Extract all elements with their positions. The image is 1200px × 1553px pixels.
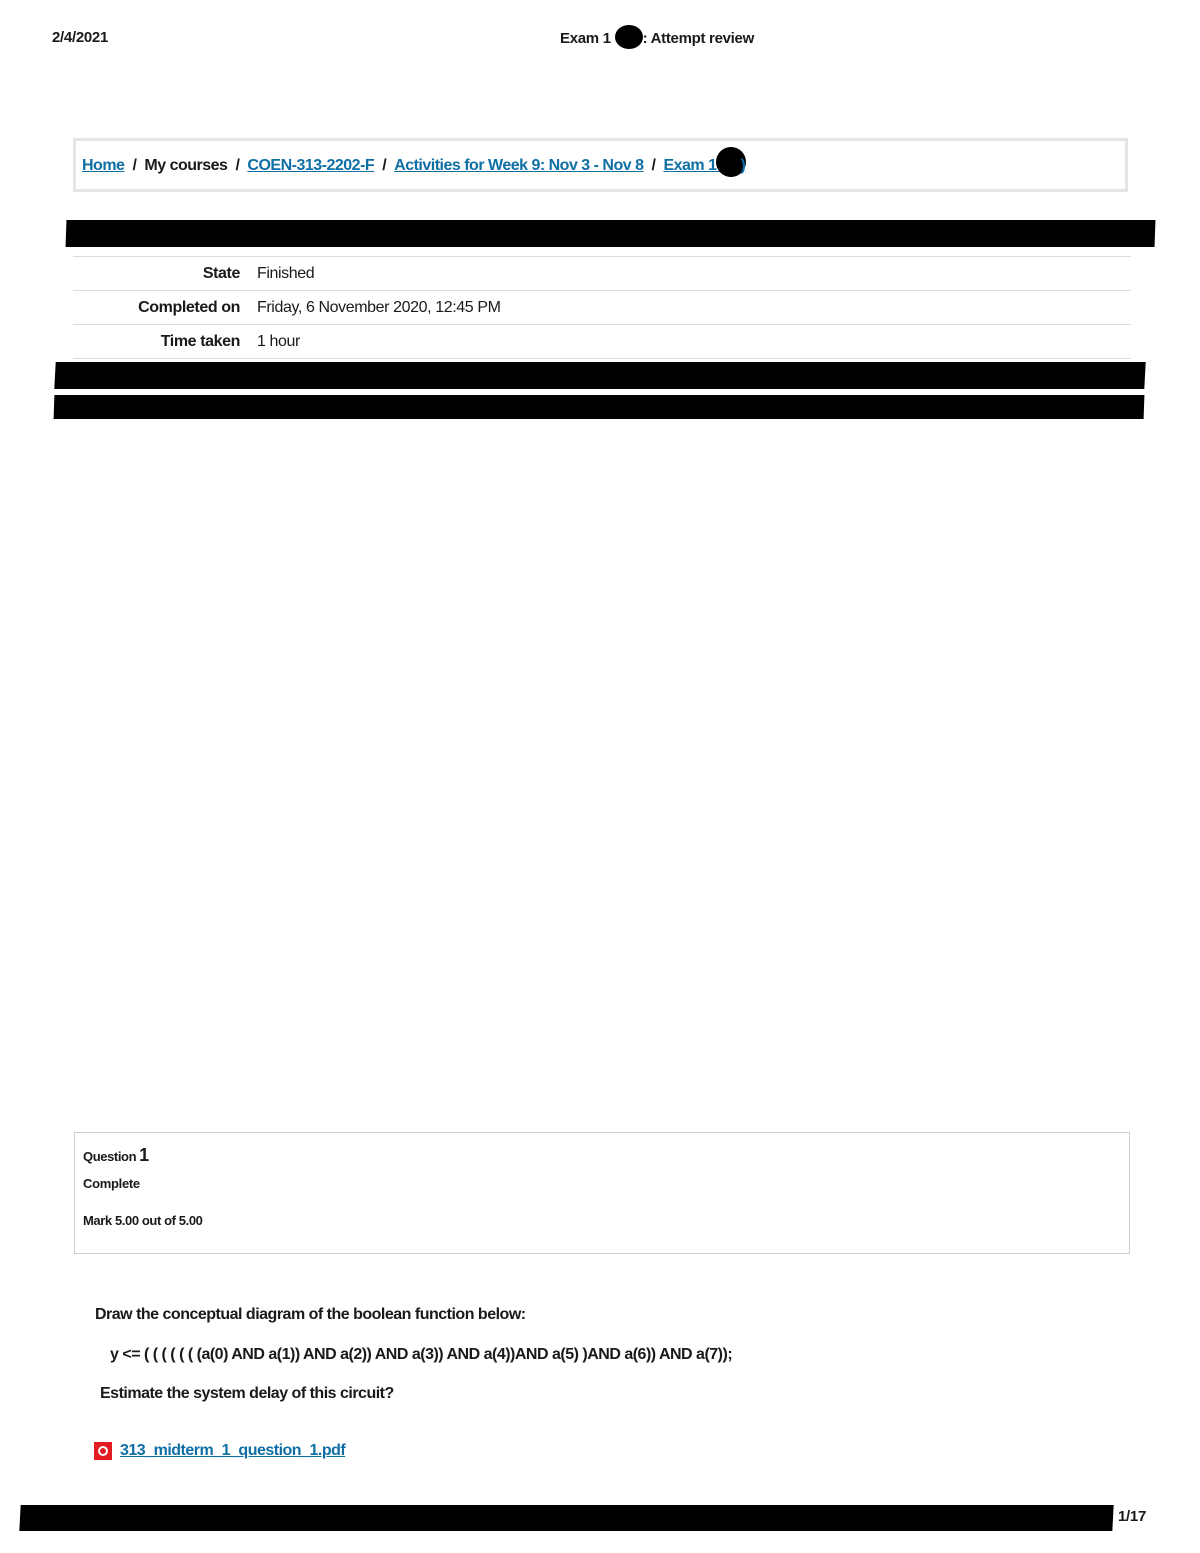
- breadcrumb-separator: /: [651, 157, 656, 175]
- redaction-bar: [19, 1505, 1113, 1531]
- print-title-suffix: : Attempt review: [642, 29, 754, 47]
- question-prompt: Draw the conceptual diagram of the boolean function below:: [95, 1306, 526, 1323]
- breadcrumb-separator: /: [382, 157, 387, 175]
- summary-row-completed: [73, 291, 1131, 325]
- breadcrumb-separator: /: [235, 157, 240, 175]
- summary-value: Friday, 6 November 2020, 12:45 PM: [257, 291, 1131, 325]
- breadcrumb-my-courses: My courses: [144, 157, 228, 175]
- attachment-link[interactable]: 313_midterm_1_question_1.pdf: [120, 1442, 346, 1460]
- breadcrumb-home-link[interactable]: Home: [82, 157, 125, 175]
- question-info-box: [74, 1132, 1130, 1254]
- summary-label: Completed on: [73, 291, 257, 325]
- question-label: Question: [83, 1149, 137, 1164]
- attempt-summary-table: [73, 256, 1131, 359]
- redaction-bar: [66, 220, 1156, 247]
- breadcrumb-exam-prefix: Exam 1: [663, 157, 717, 175]
- summary-value: 1 hour: [257, 325, 1131, 359]
- page-number: 1/17: [1118, 1508, 1146, 1525]
- attachment: [94, 1442, 345, 1460]
- question-state: Complete: [83, 1176, 140, 1191]
- summary-label: Time taken: [73, 325, 257, 359]
- redaction-bar: [54, 395, 1145, 419]
- breadcrumb-course-link[interactable]: COEN-313-2202-F: [247, 157, 375, 175]
- redaction-mark: [615, 25, 643, 49]
- question-number: [83, 1145, 1121, 1166]
- print-title: [560, 29, 754, 49]
- question-followup: Estimate the system delay of this circuit?: [100, 1385, 394, 1402]
- summary-label: State: [73, 257, 257, 291]
- question-expression: y <= ( ( ( ( ( ( (a(0) AND a(1)) AND a(2)) AND a(3)) AND a(4))AND a(5) )AND a(6)) AND a(7));: [110, 1346, 733, 1363]
- breadcrumb-section-link[interactable]: Activities for Week 9: Nov 3 - Nov 8: [394, 157, 644, 175]
- print-title-prefix: Exam 1: [560, 29, 611, 47]
- breadcrumb-exam-suffix: ): [740, 157, 746, 175]
- question-mark: Mark 5.00 out of 5.00: [83, 1213, 203, 1228]
- pdf-icon: [94, 1442, 112, 1460]
- breadcrumb-exam-link[interactable]: [663, 157, 745, 174]
- print-date: 2/4/2021: [52, 29, 108, 46]
- summary-row-time-taken: [73, 325, 1131, 359]
- breadcrumb: [73, 138, 1128, 192]
- question-number-value: 1: [139, 1145, 149, 1165]
- summary-value: Finished: [257, 257, 1131, 291]
- summary-row-state: [73, 257, 1131, 291]
- breadcrumb-separator: /: [132, 157, 137, 175]
- redaction-bar: [54, 362, 1145, 389]
